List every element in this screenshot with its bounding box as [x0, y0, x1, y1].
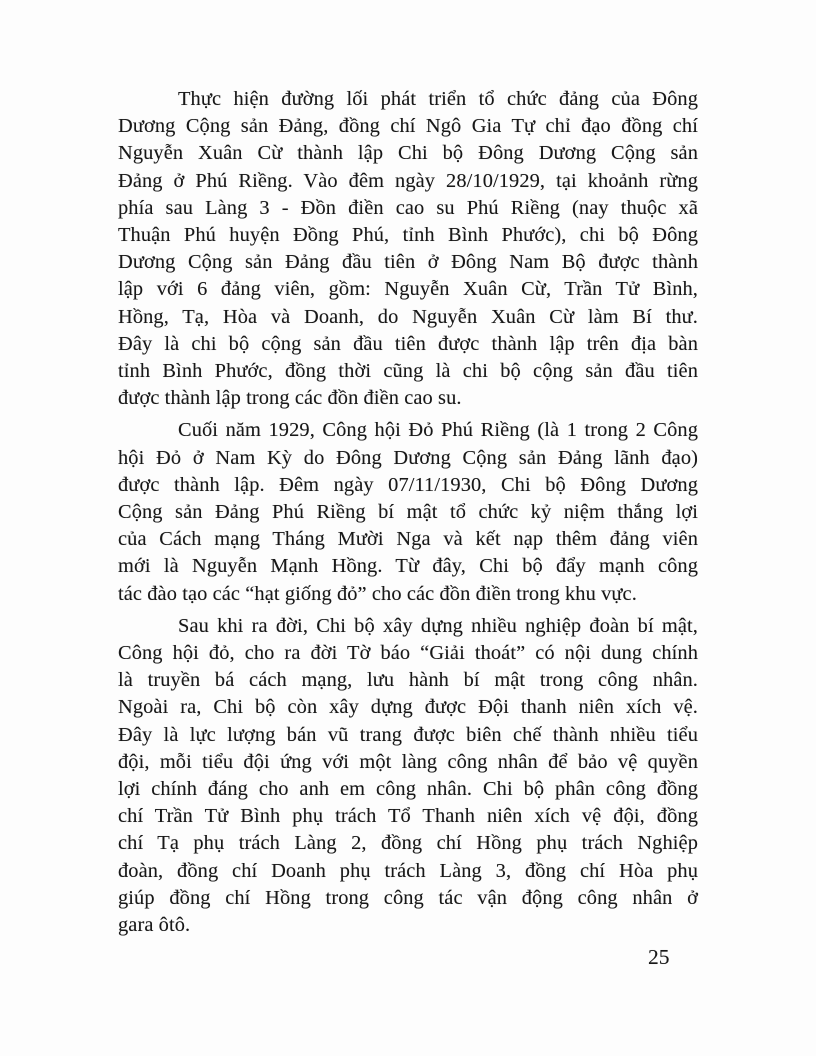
text-line: Thuận Phú huyện Đồng Phú, tỉnh Bình Phước), chi bộ Đông: [118, 224, 698, 247]
paragraph: [118, 86, 698, 412]
text-line: Sau khi ra đời, Chi bộ xây dựng nhiều nghiệp đoàn bí mật,: [178, 614, 698, 637]
text-line: Nguyễn Xuân Cừ thành lập Chi bộ Đông Dương Cộng sản: [118, 142, 698, 165]
text-line: Hồng, Tạ, Hòa và Doanh, do Nguyễn Xuân Cừ làm Bí thư.: [118, 305, 698, 328]
text-line: tác đào tạo các “hạt giống đỏ” cho các đồn điền trong khu vực.: [118, 582, 637, 605]
text-line: là truyền bá cách mạng, lưu hành bí mật trong công nhân.: [118, 669, 698, 692]
text-line: lập với 6 đảng viên, gồm: Nguyễn Xuân Cừ, Trần Tử Bình,: [118, 278, 698, 301]
body-text: [118, 86, 698, 939]
text-line: chí Trần Tử Bình phụ trách Tổ Thanh niên xích vệ đội, đồng: [118, 805, 698, 828]
text-line: giúp đồng chí Hồng trong công tác vận động công nhân ở: [118, 886, 698, 909]
text-line: hội Đỏ ở Nam Kỳ do Đông Dương Cộng sản Đảng lãnh đạo): [118, 446, 698, 469]
text-line: Dương Cộng sản Đảng, đồng chí Ngô Gia Tự chỉ đạo đồng chí: [118, 115, 698, 138]
text-line: Ngoài ra, Chi bộ còn xây dựng được Đội thanh niên xích vệ.: [118, 696, 698, 719]
text-line: Cuối năm 1929, Công hội Đỏ Phú Riềng (là 1 trong 2 Công: [178, 419, 698, 442]
paragraph: [118, 613, 698, 939]
text-line: gara ôtô.: [118, 914, 191, 937]
text-line: Dương Cộng sản Đảng đầu tiên ở Đông Nam Bộ được thành: [118, 251, 698, 274]
page-number: 25: [648, 945, 670, 969]
text-line: Cộng sản Đảng Phú Riềng bí mật tổ chức kỷ niệm thắng lợi: [118, 501, 698, 524]
text-line: phía sau Làng 3 - Đồn điền cao su Phú Riềng (nay thuộc xã: [118, 196, 698, 219]
text-line: tỉnh Bình Phước, đồng thời cũng là chi bộ cộng sản đầu tiên: [118, 360, 698, 383]
text-line: Đảng ở Phú Riềng. Vào đêm ngày 28/10/1929, tại khoảnh rừng: [118, 169, 698, 192]
text-line: Thực hiện đường lối phát triển tổ chức đảng của Đông: [178, 88, 698, 110]
text-line: đội, mỗi tiểu đội ứng với một làng công nhân để bảo vệ quyền: [118, 750, 698, 773]
text-line: chí Tạ phụ trách Làng 2, đồng chí Hồng phụ trách Nghiệp: [118, 832, 698, 855]
text-line: của Cách mạng Tháng Mười Nga và kết nạp thêm đảng viên: [118, 528, 698, 551]
text-line: mới là Nguyễn Mạnh Hồng. Từ đây, Chi bộ đẩy mạnh công: [118, 555, 698, 578]
text-line: Đây là chi bộ cộng sản đầu tiên được thành lập trên địa bàn: [118, 332, 698, 355]
text-line: được thành lập. Đêm ngày 07/11/1930, Chi bộ Đông Dương: [118, 473, 698, 496]
text-line: Công hội đỏ, cho ra đời Tờ báo “Giải thoát” có nội dung chính: [118, 642, 698, 665]
text-line: đoàn, đồng chí Doanh phụ trách Làng 3, đồng chí Hòa phụ: [118, 859, 698, 882]
text-line: lợi chính đáng cho anh em công nhân. Chi bộ phân công đồng: [118, 778, 698, 801]
text-line: Đây là lực lượng bán vũ trang được biên chế thành nhiều tiểu: [118, 723, 698, 746]
paragraph: [118, 417, 698, 607]
text-line: được thành lập trong các đồn điền cao su.: [118, 387, 462, 410]
